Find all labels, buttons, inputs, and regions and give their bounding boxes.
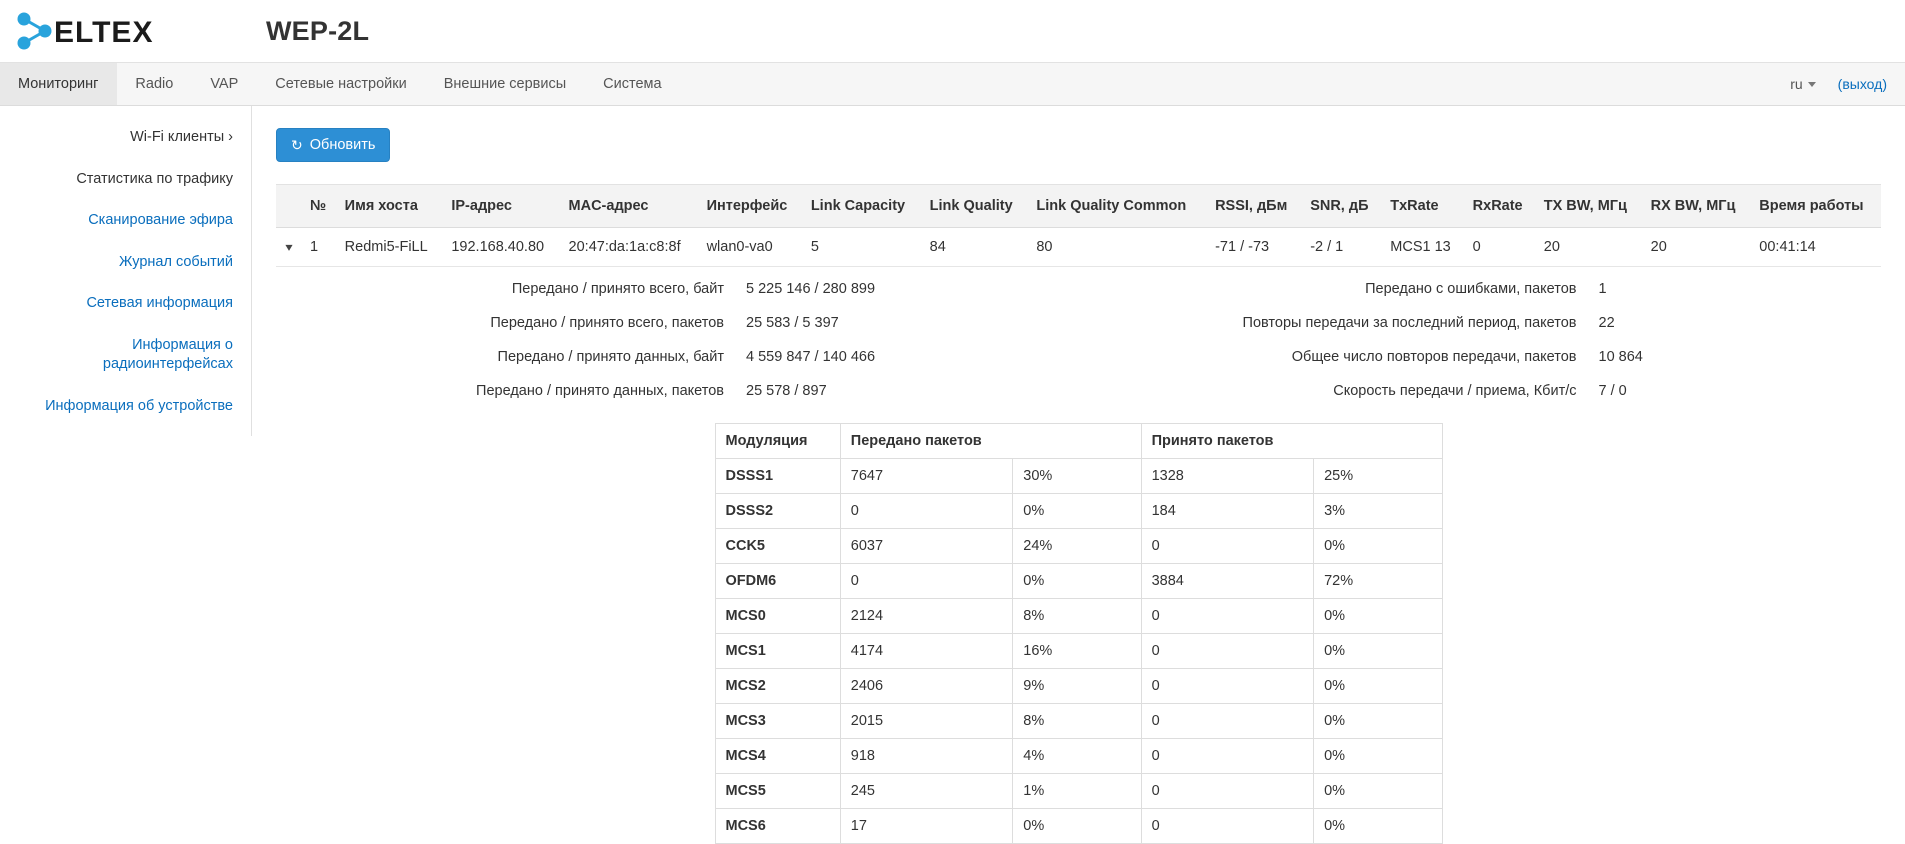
cell-tx-bw: 20 [1536,228,1643,267]
main-content [252,106,1905,844]
chevron-down-icon: ▾ [285,240,293,255]
sidebar-item-air-scan[interactable]: Сканирование эфира [88,212,233,229]
mod-rx-pct: 25% [1314,459,1442,494]
cell-rssi: -71 / -73 [1207,228,1302,267]
eltex-logo-icon [10,9,200,53]
app-header [0,0,1905,62]
nav-item-system[interactable]: Система [603,76,662,92]
col-num: № [302,185,337,228]
cell-rxrate: 0 [1465,228,1536,267]
clients-table-body [276,228,1881,267]
mod-tx-pct: 8% [1013,599,1141,634]
mod-tx-pct: 30% [1013,459,1141,494]
mod-tx: 245 [840,774,1013,809]
sidebar-item-wifi-clients[interactable]: Wi-Fi клиенты › [130,129,233,145]
mod-tx-pct: 16% [1013,634,1141,669]
col-uptime: Время работы [1751,185,1881,228]
cell-interface: wlan0-va0 [699,228,803,267]
mod-rx: 0 [1141,739,1314,774]
table-row [715,669,1442,704]
cell-ip: 192.168.40.80 [443,228,560,267]
mod-rx-pct: 3% [1314,494,1442,529]
mod-name: MCS6 [715,809,840,844]
detail-row-recent-retries [1079,315,1882,331]
modulation-table-body [715,459,1442,844]
col-expand [276,185,302,228]
sidebar-item-traffic-statistics[interactable]: Статистика по трафику [76,170,233,187]
mod-rx-pct: 0% [1314,599,1442,634]
modulation-table-wrapper [276,423,1881,844]
detail-column-left [276,281,1079,417]
sidebar-item-network-info[interactable]: Сетевая информация [86,295,233,312]
mod-name: DSSS2 [715,494,840,529]
main-navigation [0,62,1905,106]
mod-tx-pct: 9% [1013,669,1141,704]
cell-link-quality-common: 80 [1028,228,1207,267]
detail-value-error-packets: 1 [1598,281,1607,298]
col-txrate: TxRate [1382,185,1464,228]
cell-link-quality: 84 [922,228,1029,267]
nav-item-vap[interactable]: VAP [210,76,239,92]
detail-row-total-bytes [276,281,1079,297]
mod-name: MCS2 [715,669,840,704]
table-row [715,809,1442,844]
col-snr: SNR, дБ [1302,185,1382,228]
detail-label-recent-retries: Повторы передачи за последний период, пакетов [1242,315,1577,332]
mod-rx: 0 [1141,599,1314,634]
detail-value-total-packets: 25 583 / 5 397 [746,315,839,332]
mod-tx-pct: 1% [1013,774,1141,809]
mod-rx-pct: 72% [1314,564,1442,599]
nav-right-group [1790,63,1905,105]
clients-table-header [276,185,1881,228]
cell-rx-bw: 20 [1643,228,1752,267]
mod-col-rx-packets: Принято пакетов [1141,424,1442,459]
mod-rx-pct: 0% [1314,704,1442,739]
nav-item-external-services[interactable]: Внешние сервисы [443,76,567,92]
mod-name: CCK5 [715,529,840,564]
table-row [715,704,1442,739]
sidebar-item-event-log[interactable]: Журнал событий [119,253,233,270]
modulation-table-header [715,424,1442,459]
detail-row-data-packets [276,383,1079,399]
detail-label-rate: Скорость передачи / приема, Кбит/с [1333,383,1577,400]
mod-rx-pct: 0% [1314,774,1442,809]
mod-name: MCS4 [715,739,840,774]
mod-rx-pct: 0% [1314,634,1442,669]
eltex-logo[interactable] [10,9,250,53]
col-mac: MAC-адрес [561,185,699,228]
refresh-button-label: Обновить [309,137,376,153]
mod-tx: 6037 [840,529,1013,564]
col-link-quality: Link Quality [922,185,1029,228]
mod-tx-pct: 4% [1013,739,1141,774]
wifi-clients-table [276,184,1881,267]
mod-tx: 2124 [840,599,1013,634]
mod-tx: 0 [840,564,1013,599]
mod-rx-pct: 0% [1314,739,1442,774]
mod-tx: 2015 [840,704,1013,739]
detail-value-total-bytes: 5 225 146 / 280 899 [746,281,876,298]
mod-rx-pct: 0% [1314,529,1442,564]
refresh-button[interactable] [276,128,390,162]
mod-name: MCS1 [715,634,840,669]
table-row [715,599,1442,634]
detail-row-rate [1079,383,1882,399]
sidebar-item-radio-interfaces-info[interactable]: Информация о радиоинтерфейсах [102,336,233,373]
nav-item-monitoring[interactable]: Мониторинг [0,63,117,105]
table-row [715,459,1442,494]
col-ip: IP-адрес [443,185,560,228]
modulation-header-row [715,424,1442,459]
sidebar-item-device-info[interactable]: Информация об устройстве [45,397,233,414]
detail-row-error-packets [1079,281,1882,297]
nav-item-network-settings[interactable]: Сетевые настройки [275,76,407,92]
cell-mac: 20:47:da:1a:c8:8f [561,228,699,267]
mod-tx-pct: 0% [1013,809,1141,844]
cell-hostname: Redmi5-FiLL [337,228,444,267]
mod-rx: 0 [1141,774,1314,809]
detail-label-error-packets: Передано с ошибками, пакетов [1365,281,1577,298]
col-rxrate: RxRate [1465,185,1536,228]
mod-rx-pct: 0% [1314,809,1442,844]
mod-name: MCS3 [715,704,840,739]
detail-value-data-packets: 25 578 / 897 [746,383,827,400]
table-row [715,494,1442,529]
col-rx-bw: RX BW, МГц [1643,185,1752,228]
detail-row-total-retries [1079,349,1882,365]
col-rssi: RSSI, дБм [1207,185,1302,228]
detail-value-recent-retries: 22 [1598,315,1615,332]
table-row [715,564,1442,599]
mod-rx-pct: 0% [1314,669,1442,704]
table-row [715,634,1442,669]
mod-tx: 4174 [840,634,1013,669]
mod-rx: 0 [1141,529,1314,564]
mod-rx: 0 [1141,669,1314,704]
mod-rx: 0 [1141,634,1314,669]
col-hostname: Имя хоста [337,185,444,228]
detail-column-right [1079,281,1882,417]
modulation-table [715,423,1443,844]
col-link-quality-common: Link Quality Common [1028,185,1207,228]
language-value: ru [1790,76,1803,92]
detail-label-total-packets: Передано / принято всего, пакетов [490,315,724,332]
mod-tx-pct: 8% [1013,704,1141,739]
row-expand-toggle[interactable] [276,228,302,267]
mod-name: DSSS1 [715,459,840,494]
nav-item-radio[interactable]: Radio [135,76,174,92]
cell-txrate: MCS1 13 [1382,228,1464,267]
mod-rx: 3884 [1141,564,1314,599]
refresh-icon: ↻ [291,137,303,153]
mod-name: MCS0 [715,599,840,634]
mod-rx: 0 [1141,809,1314,844]
page-title: WEP-2L [266,15,370,46]
logout-link[interactable]: (выход) [1837,76,1887,92]
detail-label-data-bytes: Передано / принято данных, байт [497,349,724,366]
cell-link-capacity: 5 [803,228,922,267]
sidebar [0,106,252,436]
mod-tx: 2406 [840,669,1013,704]
mod-rx: 1328 [1141,459,1314,494]
language-selector[interactable] [1790,76,1815,92]
svg-text:ELTEX: ELTEX [54,16,154,49]
mod-tx: 0 [840,494,1013,529]
mod-tx-pct: 0% [1013,494,1141,529]
mod-col-tx-packets: Передано пакетов [840,424,1141,459]
detail-row-data-bytes [276,349,1079,365]
col-link-capacity: Link Capacity [803,185,922,228]
mod-name: OFDM6 [715,564,840,599]
mod-rx: 0 [1141,704,1314,739]
client-detail-stats [276,281,1881,417]
mod-tx: 17 [840,809,1013,844]
table-row [715,739,1442,774]
mod-tx-pct: 0% [1013,564,1141,599]
detail-value-data-bytes: 4 559 847 / 140 466 [746,349,876,366]
detail-label-data-packets: Передано / принято данных, пакетов [476,383,724,400]
mod-tx-pct: 24% [1013,529,1141,564]
table-row[interactable] [276,228,1881,267]
chevron-down-icon [1808,82,1816,87]
cell-snr: -2 / 1 [1302,228,1382,267]
cell-num: 1 [302,228,337,267]
clients-header-row [276,185,1881,228]
col-tx-bw: TX BW, МГц [1536,185,1643,228]
detail-value-total-retries: 10 864 [1598,349,1643,366]
mod-tx: 7647 [840,459,1013,494]
cell-uptime: 00:41:14 [1751,228,1881,267]
detail-value-rate: 7 / 0 [1598,383,1627,400]
detail-label-total-retries: Общее число повторов передачи, пакетов [1291,349,1577,366]
detail-row-total-packets [276,315,1079,331]
mod-name: MCS5 [715,774,840,809]
mod-col-modulation: Модуляция [715,424,840,459]
page-body [0,106,1905,844]
table-row [715,774,1442,809]
table-row [715,529,1442,564]
detail-label-total-bytes: Передано / принято всего, байт [511,281,724,298]
mod-rx: 184 [1141,494,1314,529]
col-interface: Интерфейс [699,185,803,228]
mod-tx: 918 [840,739,1013,774]
